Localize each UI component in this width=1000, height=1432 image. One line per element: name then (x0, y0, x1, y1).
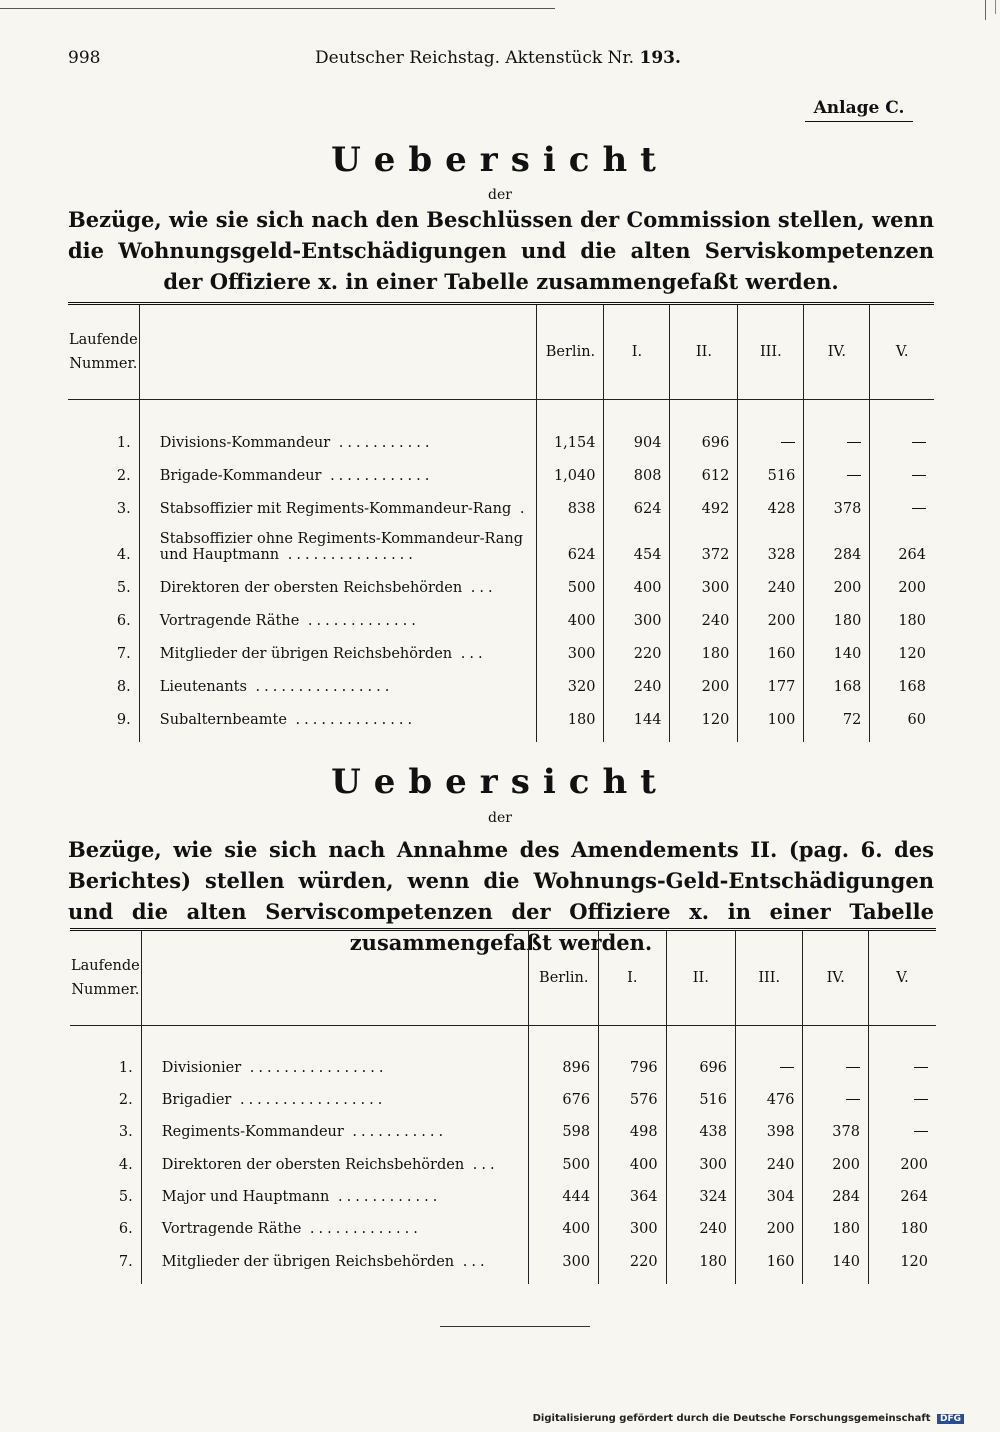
header-nr-line2: Nummer. (71, 982, 140, 998)
spacer-cell (868, 1270, 936, 1284)
value-cell: 624 (537, 517, 604, 563)
row-number: 7. (68, 629, 139, 662)
header-label (139, 304, 537, 400)
value-cell: 300 (666, 1140, 735, 1173)
value-cell: 168 (870, 662, 934, 695)
value-cell: 838 (537, 484, 604, 517)
value-cell (870, 418, 934, 451)
value-cell: 372 (670, 517, 738, 563)
end-rule (440, 1326, 590, 1327)
header-col: II. (666, 930, 735, 1026)
value-cell: 284 (803, 1173, 869, 1205)
leader-dots: ........... (330, 434, 434, 451)
header-nr-line2: Nummer. (69, 356, 138, 372)
header-col: I. (604, 304, 670, 400)
table-row (70, 1044, 936, 1076)
header-nr (70, 930, 141, 1026)
spacer-cell (604, 400, 670, 418)
dash-mark (846, 1067, 860, 1068)
header-nr-line1: Laufende (71, 958, 140, 974)
value-cell: 120 (870, 629, 934, 662)
spacer-cell (666, 1026, 735, 1044)
spacer-cell (803, 1270, 869, 1284)
value-cell: 300 (670, 563, 738, 596)
credit-text: Digitalisierung gefördert durch die Deutsche Forschungsgemeinschaft (532, 1413, 931, 1424)
value-cell: 220 (604, 629, 670, 662)
value-cell: 140 (803, 1237, 869, 1270)
value-cell: 200 (738, 596, 804, 629)
spacer-cell (537, 400, 604, 418)
value-cell: 120 (670, 695, 738, 728)
row-label (141, 1140, 529, 1173)
dash-mark (912, 475, 926, 476)
value-cell: 476 (736, 1076, 803, 1108)
row-label-line: Stabsoffizier ohne Regiments-Kommandeur-Rang (159, 530, 524, 547)
leader-dots: ... (454, 1253, 489, 1270)
value-cell: 438 (666, 1108, 735, 1140)
dash-mark (912, 442, 926, 443)
value-cell: 180 (670, 629, 738, 662)
value-cell: 576 (599, 1076, 666, 1108)
leader-dots: ................ (246, 678, 394, 695)
table-section2 (70, 928, 936, 1284)
doc-number: 193. (639, 48, 681, 68)
row-number: 3. (70, 1108, 141, 1140)
value-cell: 364 (599, 1173, 666, 1205)
section1-subtitle: Bezüge, wie sie sich nach den Beschlüssen der Commission stellen, wenn die Wohnungsgeld-Entschädigungen und die alten Serviskompetenzen der Offiziere x. in einer Tabelle zusammengefaßt werden. (68, 207, 934, 294)
table-row (68, 662, 934, 695)
spacer-cell (599, 1026, 666, 1044)
value-cell: 240 (738, 563, 804, 596)
value-cell: 180 (666, 1237, 735, 1270)
value-cell: 400 (604, 563, 670, 596)
row-label (139, 695, 537, 728)
spacer-cell (736, 1026, 803, 1044)
row-label (141, 1237, 529, 1270)
spacer-cell (70, 1026, 141, 1044)
row-label (139, 596, 537, 629)
value-cell: 1,040 (537, 451, 604, 484)
appendix-label: Anlage C. (805, 98, 913, 122)
dash-mark (780, 1067, 794, 1068)
value-cell: 400 (529, 1205, 599, 1237)
value-cell: 796 (599, 1044, 666, 1076)
dash-mark (847, 442, 861, 443)
value-cell: 160 (738, 629, 804, 662)
row-label (139, 451, 537, 484)
value-cell: 200 (670, 662, 738, 695)
header-nr (68, 304, 139, 400)
value-cell: 400 (599, 1140, 666, 1173)
leader-dots: ... (464, 1156, 499, 1173)
row-label (139, 418, 537, 451)
table-row (70, 1173, 936, 1205)
value-cell: 240 (736, 1140, 803, 1173)
row-number: 8. (68, 662, 139, 695)
header-col: V. (868, 930, 936, 1026)
leader-dots: ............... (279, 546, 417, 563)
leader-dots: ............ (329, 1188, 442, 1205)
edge-mark (985, 0, 986, 20)
row-label-line: Brigadier (161, 1091, 232, 1108)
dfg-logo: DFG (937, 1414, 964, 1424)
digitization-credit (533, 1413, 964, 1424)
section2-subtitle: Bezüge, wie sie sich nach Annahme des Amendements II. (pag. 6. des Berichtes) stellen würden, wenn die Wohnungs-Geld-Entschädigungen und die alten Serviscompetenzen der Offiziere x. in einer Tabelle zusammengefaßt werden. (68, 837, 934, 955)
value-cell: 696 (670, 418, 738, 451)
value-cell (870, 451, 934, 484)
spacer-row (70, 1270, 936, 1284)
value-cell (868, 1076, 936, 1108)
table-row (68, 517, 934, 563)
row-label-line: Vortragende Räthe (161, 1220, 302, 1237)
value-cell: 398 (736, 1108, 803, 1140)
value-cell: 200 (804, 563, 870, 596)
row-label (139, 629, 537, 662)
value-cell: 160 (736, 1237, 803, 1270)
row-label (139, 484, 537, 517)
section2-der: der (488, 810, 512, 826)
header-col: IV. (803, 930, 869, 1026)
row-label-line: Divisionier (161, 1059, 242, 1076)
spacer-cell (736, 1270, 803, 1284)
value-cell: 264 (868, 1173, 936, 1205)
leader-dots: ... (462, 579, 497, 596)
value-cell: 808 (604, 451, 670, 484)
spacer-row (68, 400, 934, 418)
value-cell: 200 (868, 1140, 936, 1173)
row-number: 6. (68, 596, 139, 629)
table-row (70, 1205, 936, 1237)
value-cell: 144 (604, 695, 670, 728)
row-label-line: Stabsoffizier mit Regiments-Kommandeur-Rang (159, 500, 512, 517)
row-label (141, 1173, 529, 1205)
value-cell (804, 418, 870, 451)
value-cell: 300 (537, 629, 604, 662)
page-number: 998 (68, 48, 101, 68)
leader-dots: ... (452, 645, 487, 662)
value-cell: 378 (803, 1108, 869, 1140)
row-label-line: Mitglieder der übrigen Reichsbehörden (159, 645, 453, 662)
value-cell: 400 (537, 596, 604, 629)
value-cell: 140 (804, 629, 870, 662)
value-cell (803, 1044, 869, 1076)
row-number: 3. (68, 484, 139, 517)
row-label-line: Lieutenants (159, 678, 247, 695)
page-header (68, 48, 681, 74)
row-label-line: Divisions-Kommandeur (159, 434, 331, 451)
spacer-cell (604, 728, 670, 742)
value-cell: 896 (529, 1044, 599, 1076)
value-cell: 904 (604, 418, 670, 451)
spacer-cell (68, 400, 139, 418)
running-head (315, 48, 681, 68)
header-col: III. (738, 304, 804, 400)
row-label (141, 1205, 529, 1237)
value-cell: 240 (604, 662, 670, 695)
value-cell: 498 (599, 1108, 666, 1140)
table-row (68, 596, 934, 629)
row-number: 2. (68, 451, 139, 484)
leader-dots: ................. (231, 1091, 387, 1108)
value-cell: 180 (804, 596, 870, 629)
value-cell: 444 (529, 1173, 599, 1205)
value-cell: 300 (604, 596, 670, 629)
value-cell: 328 (738, 517, 804, 563)
dash-mark (914, 1131, 928, 1132)
table-row (70, 1108, 936, 1140)
dash-mark (914, 1067, 928, 1068)
value-cell (736, 1044, 803, 1076)
row-label (139, 517, 537, 563)
value-cell: 516 (666, 1076, 735, 1108)
spacer-cell (139, 728, 537, 742)
spacer-cell (738, 400, 804, 418)
spacer-cell (141, 1270, 529, 1284)
spacer-cell (670, 400, 738, 418)
header-col: I. (599, 930, 666, 1026)
spacer-cell (870, 400, 934, 418)
value-cell: 120 (868, 1237, 936, 1270)
value-cell: 492 (670, 484, 738, 517)
dash-mark (847, 475, 861, 476)
row-label-line: Vortragende Räthe (159, 612, 300, 629)
row-number: 4. (68, 517, 139, 563)
value-cell: 200 (803, 1140, 869, 1173)
table-row (70, 1140, 936, 1173)
table-row (70, 1237, 936, 1270)
value-cell (870, 484, 934, 517)
value-cell: 320 (537, 662, 604, 695)
spacer-cell (529, 1270, 599, 1284)
value-cell: 324 (666, 1173, 735, 1205)
spacer-cell (68, 728, 139, 742)
header-label (141, 930, 529, 1026)
table-section1 (68, 302, 934, 742)
row-number: 1. (68, 418, 139, 451)
value-cell: 428 (738, 484, 804, 517)
value-cell: 200 (870, 563, 934, 596)
leader-dots: ................ (241, 1059, 388, 1076)
dash-mark (846, 1099, 860, 1100)
leader-dots: . (511, 500, 529, 517)
value-cell: 240 (670, 596, 738, 629)
spacer-cell (738, 728, 804, 742)
leader-dots: ............. (301, 1220, 422, 1237)
row-number: 2. (70, 1076, 141, 1108)
leader-dots: .............. (286, 711, 417, 728)
edge-mark (995, 0, 996, 14)
row-number: 6. (70, 1205, 141, 1237)
row-label-line: Subalternbeamte (159, 711, 287, 728)
table-row (68, 418, 934, 451)
row-label (139, 662, 537, 695)
value-cell (804, 451, 870, 484)
section1-title: Uebersicht (331, 140, 669, 180)
row-number: 1. (70, 1044, 141, 1076)
row-label (141, 1076, 529, 1108)
value-cell: 624 (604, 484, 670, 517)
value-cell: 500 (529, 1140, 599, 1173)
leader-dots: ........... (343, 1123, 448, 1140)
dash-mark (914, 1099, 928, 1100)
value-cell (738, 418, 804, 451)
row-label (141, 1108, 529, 1140)
value-cell (803, 1076, 869, 1108)
row-label-line: Brigade-Kommandeur (159, 467, 322, 484)
table-row (68, 451, 934, 484)
value-cell: 177 (738, 662, 804, 695)
value-cell: 516 (738, 451, 804, 484)
spacer-cell (868, 1026, 936, 1044)
value-cell: 180 (537, 695, 604, 728)
section2-title: Uebersicht (331, 762, 669, 802)
spacer-cell (537, 728, 604, 742)
value-cell (868, 1044, 936, 1076)
header-nr-line1: Laufende (69, 332, 138, 348)
row-number: 4. (70, 1140, 141, 1173)
value-cell: 1,154 (537, 418, 604, 451)
spacer-cell (666, 1270, 735, 1284)
row-label-line: und Hauptmann (159, 546, 280, 563)
value-cell: 378 (804, 484, 870, 517)
value-cell: 180 (870, 596, 934, 629)
spacer-cell (141, 1026, 529, 1044)
value-cell: 168 (804, 662, 870, 695)
value-cell: 240 (666, 1205, 735, 1237)
value-cell (868, 1108, 936, 1140)
value-cell: 454 (604, 517, 670, 563)
value-cell: 598 (529, 1108, 599, 1140)
header-col: II. (670, 304, 738, 400)
row-number: 5. (68, 563, 139, 596)
table-row (68, 695, 934, 728)
value-cell: 72 (804, 695, 870, 728)
leader-dots: ............ (321, 467, 434, 484)
spacer-row (70, 1026, 936, 1044)
spacer-cell (70, 1270, 141, 1284)
spacer-cell (139, 400, 537, 418)
value-cell: 264 (870, 517, 934, 563)
spacer-cell (803, 1026, 869, 1044)
row-label (141, 1044, 529, 1076)
header-col: Berlin. (529, 930, 599, 1026)
spacer-cell (599, 1270, 666, 1284)
header-col: V. (870, 304, 934, 400)
row-number: 5. (70, 1173, 141, 1205)
value-cell: 676 (529, 1076, 599, 1108)
row-label-line: Regiments-Kommandeur (161, 1123, 344, 1140)
row-label-line: Mitglieder der übrigen Reichsbehörden (161, 1253, 455, 1270)
value-cell: 300 (599, 1205, 666, 1237)
value-cell: 100 (738, 695, 804, 728)
spacer-cell (804, 400, 870, 418)
table-row (68, 563, 934, 596)
header-col: IV. (804, 304, 870, 400)
row-number: 9. (68, 695, 139, 728)
value-cell: 284 (804, 517, 870, 563)
value-cell: 500 (537, 563, 604, 596)
header-col: Berlin. (537, 304, 604, 400)
row-number: 7. (70, 1237, 141, 1270)
spacer-row (68, 728, 934, 742)
spacer-cell (670, 728, 738, 742)
leader-dots: ............. (299, 612, 420, 629)
table-row (70, 1076, 936, 1108)
value-cell: 180 (868, 1205, 936, 1237)
section1-der: der (488, 187, 512, 203)
value-cell: 220 (599, 1237, 666, 1270)
row-label (139, 563, 537, 596)
dash-mark (912, 508, 926, 509)
row-label-line: Major und Hauptmann (161, 1188, 330, 1205)
spacer-cell (870, 728, 934, 742)
spacer-cell (804, 728, 870, 742)
header-col: III. (736, 930, 803, 1026)
running-head-text: Deutscher Reichstag. Aktenstück Nr. (315, 48, 635, 68)
table-row (68, 484, 934, 517)
value-cell: 180 (803, 1205, 869, 1237)
value-cell: 612 (670, 451, 738, 484)
spacer-cell (529, 1026, 599, 1044)
row-label-line: Direktoren der obersten Reichsbehörden (161, 1156, 465, 1173)
table-row (68, 629, 934, 662)
value-cell: 60 (870, 695, 934, 728)
value-cell: 200 (736, 1205, 803, 1237)
value-cell: 300 (529, 1237, 599, 1270)
top-rule (0, 8, 975, 9)
value-cell: 304 (736, 1173, 803, 1205)
value-cell: 696 (666, 1044, 735, 1076)
dash-mark (781, 442, 795, 443)
row-label-line: Direktoren der obersten Reichsbehörden (159, 579, 463, 596)
